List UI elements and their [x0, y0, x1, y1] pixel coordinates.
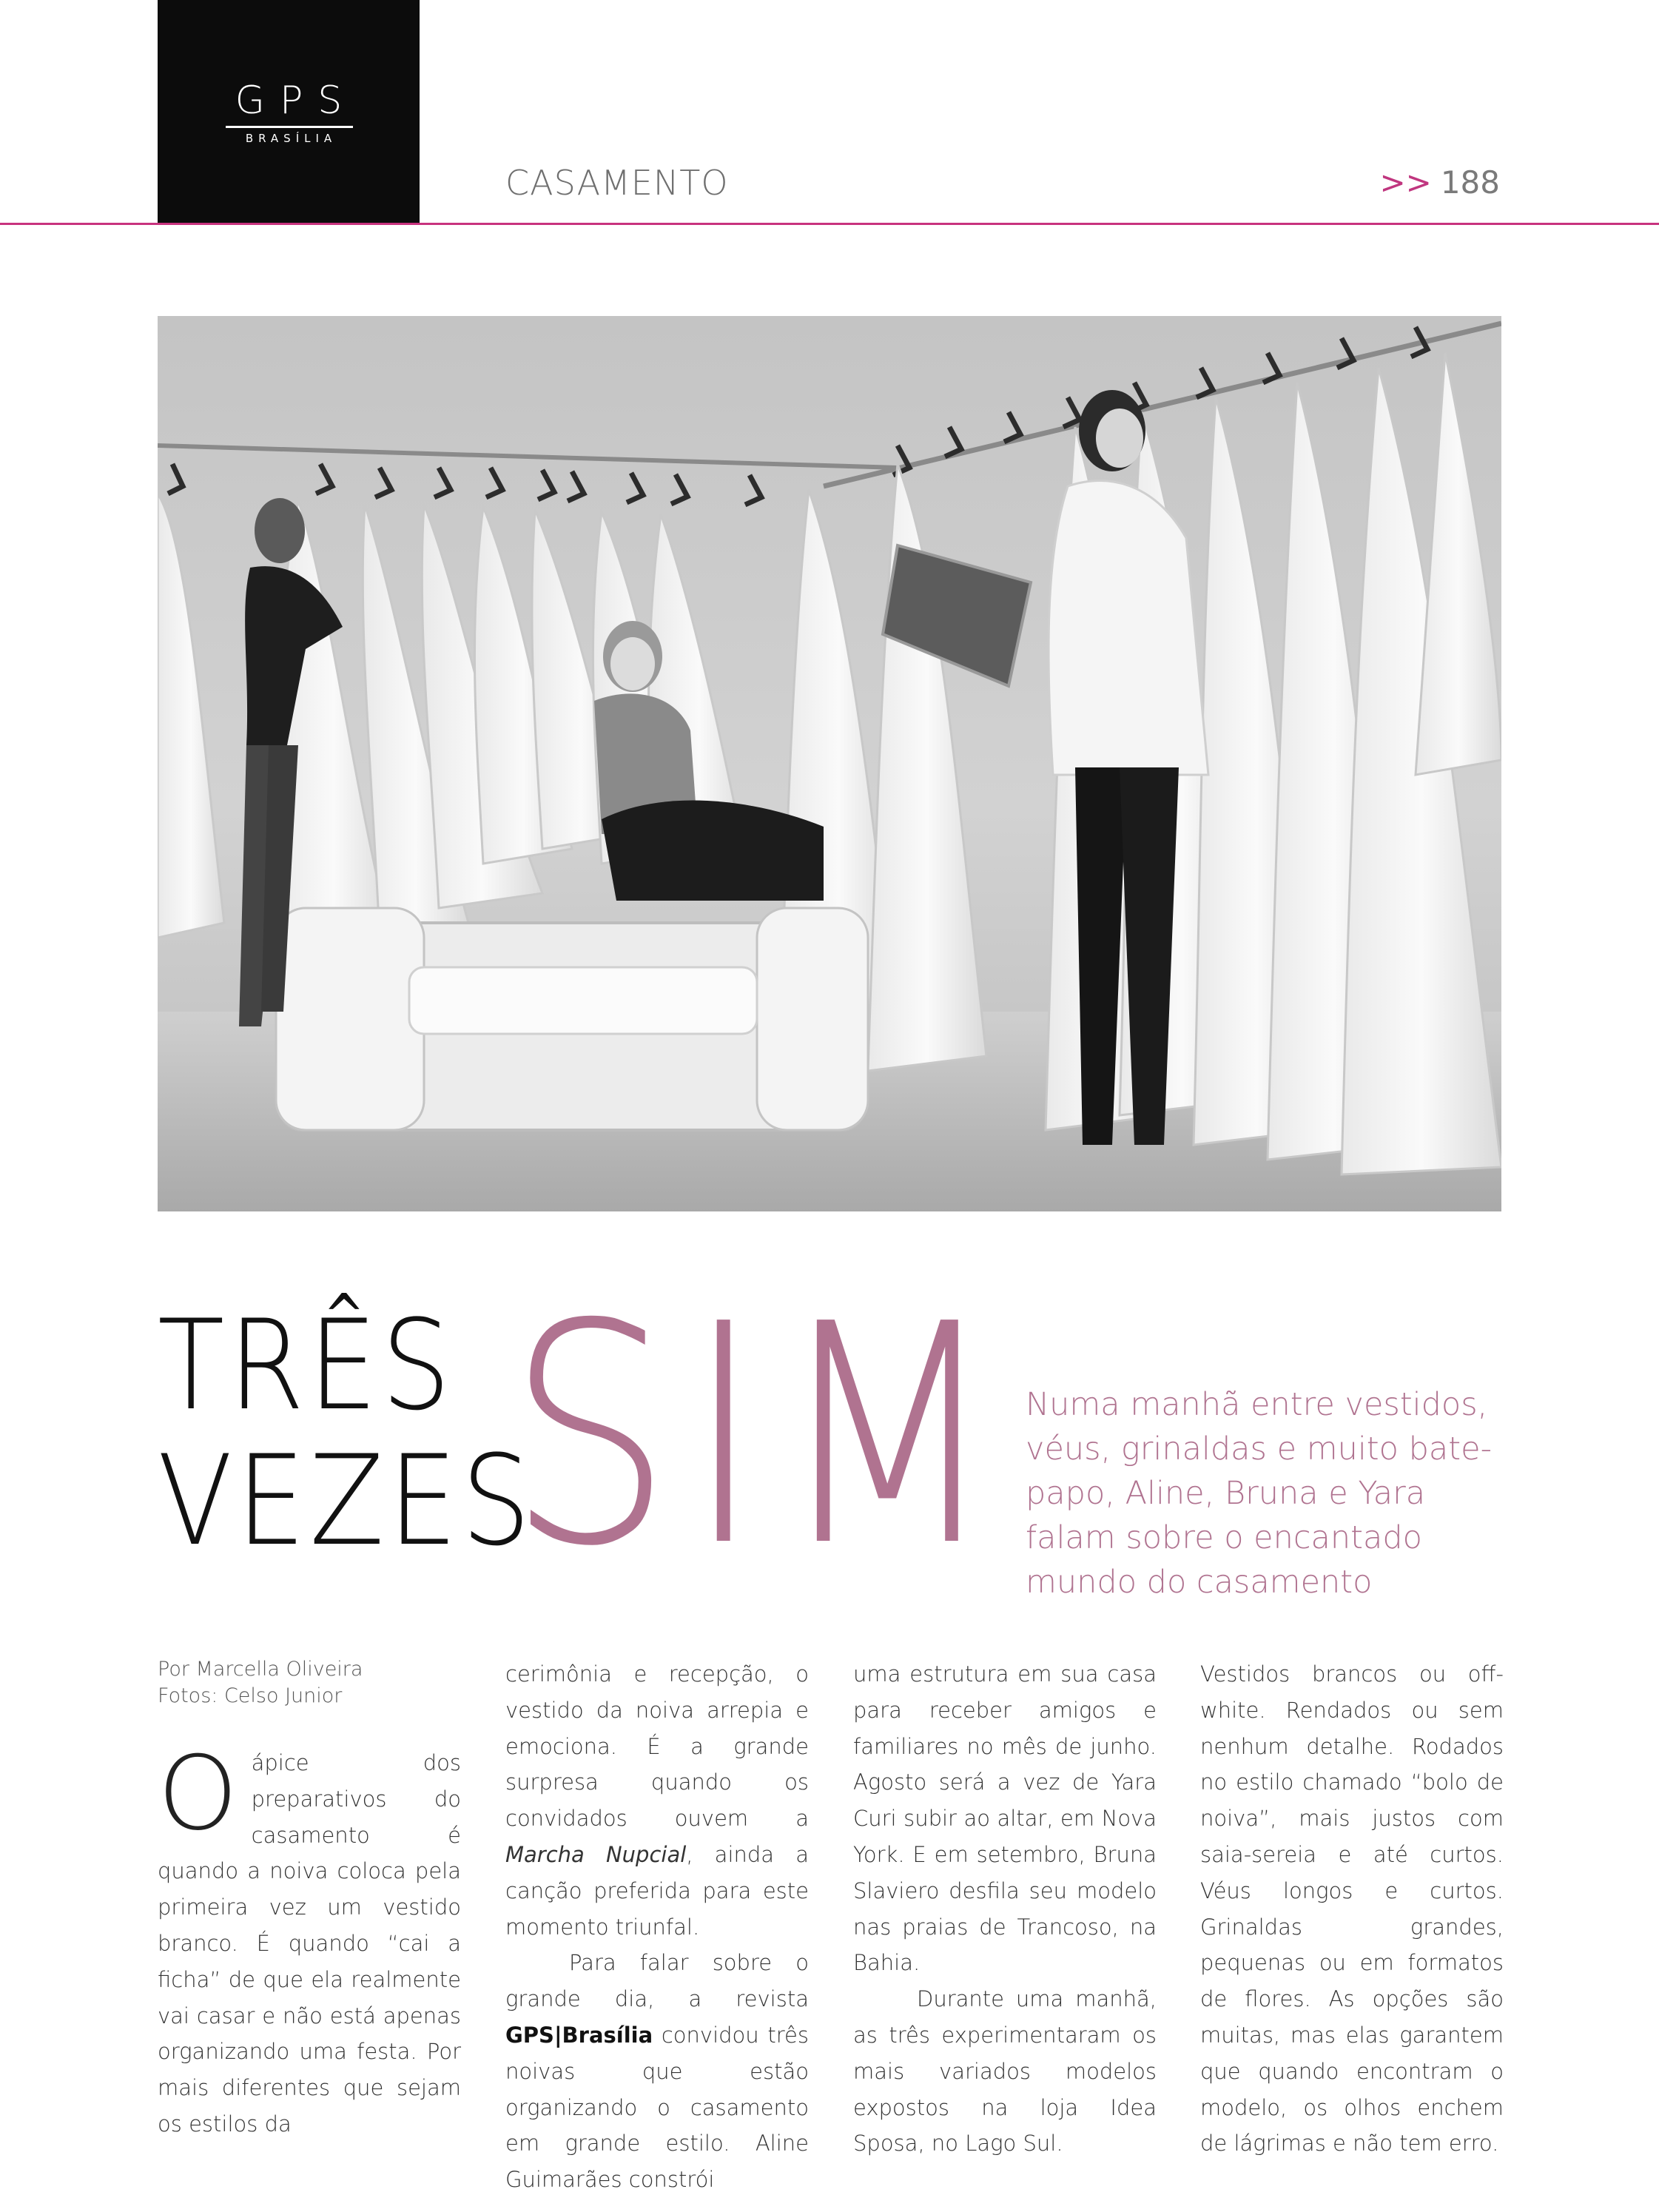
brand-name: GPS|Brasília: [505, 2022, 653, 2048]
paragraph: Vestidos brancos ou off-white. Rendados ou sem nenhum detalhe. Rodados no estilo chamado “bolo de noiva”, mais justos com saia-sereia e até curtos. Véus longos e curtos. Grinaldas grandes, pequenas ou em formatos de flores. As opções são muitas, mas elas garantem que quando encontram o modelo, os olhos enchem de lágrimas e não tem erro.: [1200, 1661, 1504, 2156]
feature-photo-drawing: [158, 316, 1501, 1211]
headline-line-1: TRÊS: [158, 1293, 455, 1438]
paragraph-text: convidou três noivas que estão organizando o casamento em grande estilo. Aline Guimarães constrói: [505, 2022, 809, 2193]
byline: [158, 1656, 461, 1710]
paragraph-text: ápice dos preparativos do casamento é quando a noiva coloca pela primeira vez um vestido branco. É quando “cai a ficha” de que ela realmente vai casar e não está apenas organizando uma festa. Por mais diferentes que sejam os estilos da: [158, 1750, 461, 2137]
paragraph-text: Para falar sobre o grande dia, a revista: [505, 1950, 809, 2012]
article-column-3: [853, 1656, 1157, 2162]
emphasis-text: Marcha Nupcial: [505, 1841, 687, 1867]
subtitle: Numa manhã entre vestidos, véus, grinaldas e muito bate-papo, Aline, Bruna e Yara falam sobre o encantado mundo do casamento: [1026, 1386, 1493, 1601]
feature-photo: [158, 316, 1501, 1211]
author: Por Marcella Oliveira: [158, 1658, 363, 1681]
logo-subtext: BRASÍLIA: [245, 132, 337, 145]
paragraph: [505, 1656, 809, 1945]
article-column-1: [158, 1656, 461, 2142]
header-rule: [0, 223, 1659, 225]
paragraph: [505, 1945, 809, 2198]
page-number: [1379, 164, 1500, 201]
paragraph: [158, 1734, 461, 2142]
paragraph: uma estrutura em sua casa para receber amigos e familiares no mês de junho. Agosto será a vez de Yara Curi subir ao altar, em Nova York. E em setembro, Bruna Slaviero desfila seu modelo nas praias de Trancoso, na Bahia.: [853, 1661, 1157, 1976]
drop-cap: O: [158, 1734, 238, 1853]
headline-accent: SIM: [507, 1259, 1013, 1613]
photo-credit: Fotos: Celso Junior: [158, 1684, 343, 1707]
page-arrows: >>: [1379, 164, 1432, 201]
article-column-4: [1200, 1656, 1504, 2162]
paragraph: Durante uma manhã, as três experimentaram os mais variados modelos expostos na loja Idea Sposa, no Lago Sul.: [853, 1986, 1157, 2156]
article-column-2: [505, 1656, 809, 2198]
page-number-value: 188: [1440, 164, 1500, 201]
paragraph-text: cerimônia e recepção, o vestido da noiva arrepia e emociona. É a grande surpresa quando os convidados ouvem a: [505, 1661, 809, 1832]
headline-line-2: VEZES: [158, 1428, 535, 1573]
paragraph-text: , ainda a canção preferida para este momento triunfal.: [505, 1841, 809, 1940]
section-label: CASAMENTO: [505, 163, 729, 203]
logo-rule: [226, 126, 353, 128]
logo-text: GPS: [235, 78, 357, 123]
logo: [158, 0, 420, 223]
